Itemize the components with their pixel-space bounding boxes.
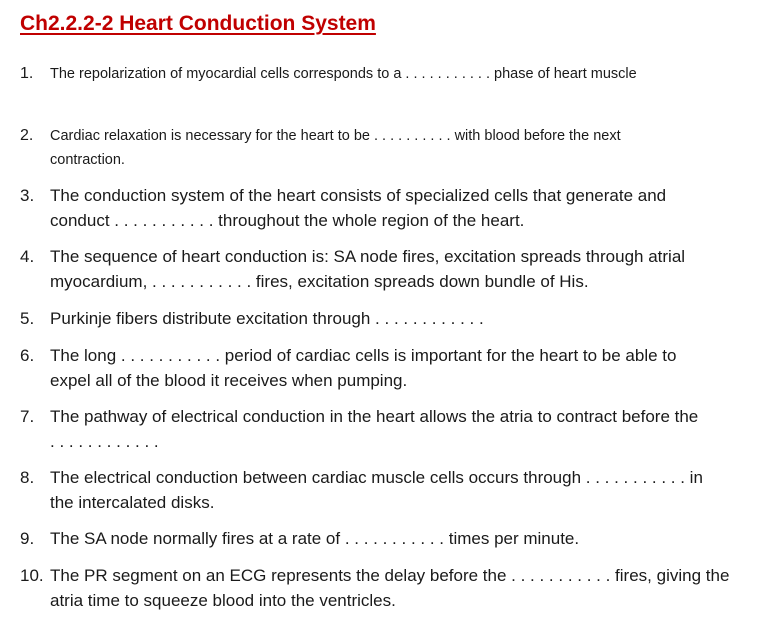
question-line-2: myocardium, . . . . . . . . . . . fires, excitation spreads down bundle of His. [50, 272, 589, 291]
question-line-1: Cardiac relaxation is necessary for the heart to be . . . . . . . . . . with blood before the next [50, 128, 621, 144]
question-number: 7. [20, 407, 35, 426]
page-title: Ch2.2.2-2 Heart Conduction System [20, 12, 376, 35]
question-text [50, 343, 770, 393]
question-number: 3. [20, 186, 35, 205]
question-line-2: atria time to squeeze blood into the ventricles. [50, 591, 396, 610]
question-line-2: contraction. [50, 152, 125, 168]
question-line-2: expel all of the blood it receives when pumping. [50, 371, 408, 390]
question-line-2: conduct . . . . . . . . . . . throughout the whole region of the heart. [50, 211, 525, 230]
question-line-2: . . . . . . . . . . . . [50, 432, 159, 451]
question-line-1: The pathway of electrical conduction in the heart allows the atria to contract before the [50, 407, 699, 426]
question-text: The SA node normally fires at a rate of . . . . . . . . . . . times per minute. [50, 529, 580, 548]
question-text [50, 563, 770, 613]
question-number: 6. [20, 346, 35, 365]
question-text [50, 465, 770, 515]
question-number: 10. [20, 566, 44, 585]
question-line-2: the intercalated disks. [50, 493, 215, 512]
question-number: 4. [20, 247, 35, 266]
question-line-1: The conduction system of the heart consists of specialized cells that generate and [50, 186, 667, 205]
question-number: 1. [20, 65, 34, 82]
question-line-1: The sequence of heart conduction is: SA node fires, excitation spreads through atrial [50, 247, 686, 266]
question-text [50, 244, 770, 294]
question-text [50, 404, 770, 454]
question-line-1: The long . . . . . . . . . . . period of cardiac cells is important for the heart to be able to [50, 346, 677, 365]
question-text: The repolarization of myocardial cells corresponds to a . . . . . . . . . . . phase of heart muscle [50, 66, 637, 82]
question-line-1: The electrical conduction between cardiac muscle cells occurs through . . . . . . . . . . . in [50, 468, 703, 487]
question-text: Purkinje fibers distribute excitation through . . . . . . . . . . . . [50, 309, 484, 328]
question-number: 9. [20, 529, 35, 548]
question-text [50, 124, 770, 172]
question-line-1: The PR segment on an ECG represents the delay before the . . . . . . . . . . . fires, giving the [50, 566, 730, 585]
question-number: 2. [20, 127, 34, 144]
question-text [50, 183, 770, 233]
question-number: 5. [20, 309, 35, 328]
question-number: 8. [20, 468, 35, 487]
